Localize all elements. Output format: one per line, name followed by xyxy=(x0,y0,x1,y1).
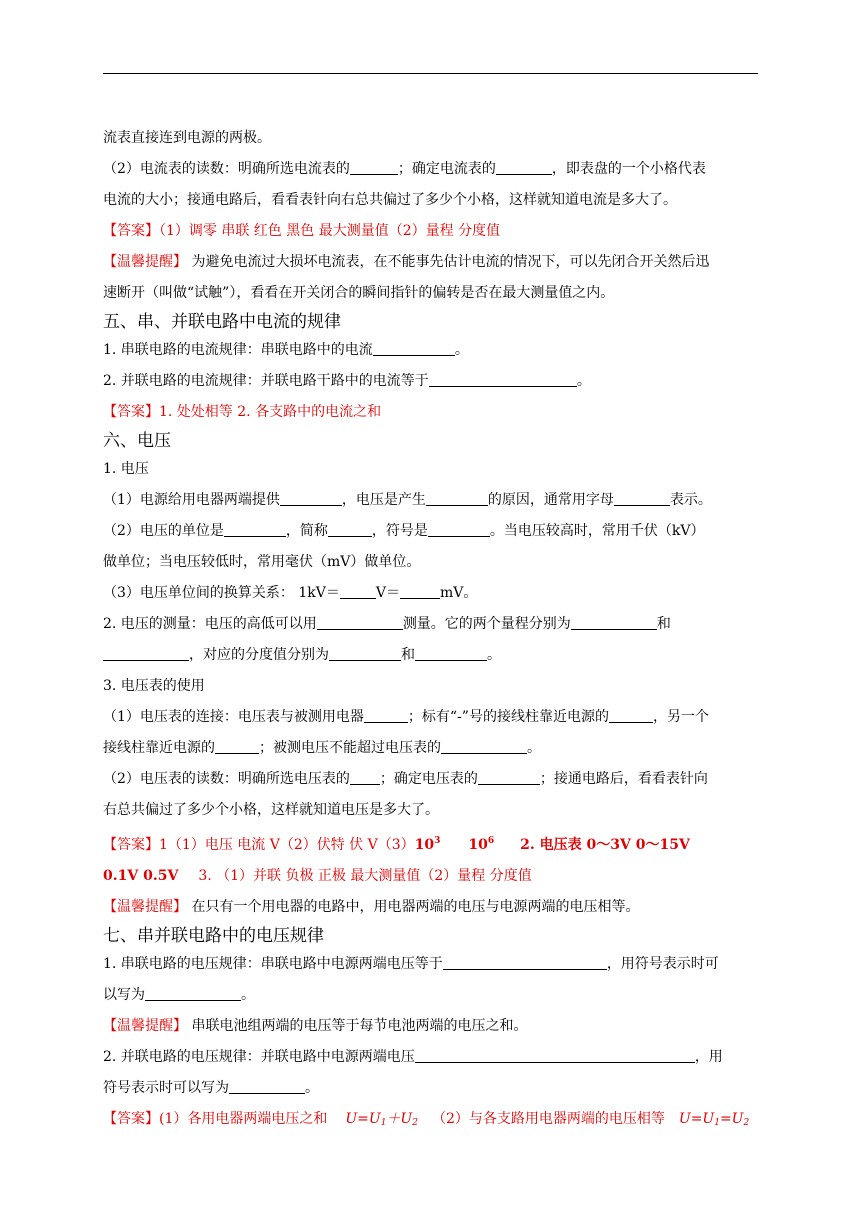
formula-parallel xyxy=(679,1111,749,1127)
paragraph-line xyxy=(103,552,758,572)
answer-text: 10 xyxy=(414,837,435,853)
formula-text: ＋U xyxy=(386,1111,413,1127)
text: ，另一个 xyxy=(652,709,709,725)
paragraph-line xyxy=(103,459,758,479)
paragraph-line xyxy=(103,583,758,603)
blank xyxy=(415,645,487,661)
text: （2）电压表的读数：明确所选电压表的 xyxy=(103,771,350,787)
answer-text: （1）调零 串联 红色 黑色 最大测量值（2）量程 分度值 xyxy=(159,223,501,239)
document-body xyxy=(103,128,758,1133)
text: 的原因，通常用字母 xyxy=(487,492,614,508)
text: 。 xyxy=(241,987,255,1003)
answer-line xyxy=(103,402,758,422)
text: 。当电压较高时，常用千伏（kV） xyxy=(489,523,705,539)
text: ，电压是产生 xyxy=(341,492,426,508)
text: V＝ xyxy=(375,585,400,601)
section-heading xyxy=(103,924,758,948)
text: ，简称 xyxy=(285,523,328,539)
section-heading xyxy=(103,310,758,334)
heading-text: 六、电压 xyxy=(103,431,171,451)
section-heading xyxy=(103,429,758,453)
blank xyxy=(329,645,401,661)
answer-label: 【答案】 xyxy=(103,223,159,239)
formula-subscript: 1 xyxy=(380,1118,387,1128)
blank xyxy=(103,645,189,661)
blank xyxy=(350,159,398,175)
text: 2. 并联电路的电流规律：并联电路干路中的电流等于 xyxy=(103,373,429,389)
paragraph-line xyxy=(103,340,758,360)
blank xyxy=(145,985,241,1001)
answer-superscript: 3 xyxy=(434,836,441,846)
blank xyxy=(443,954,607,970)
text: ；确定电流表的 xyxy=(397,161,496,177)
blank xyxy=(229,1078,305,1094)
text: 和 xyxy=(401,647,415,663)
text: （3）电压单位间的换算关系： 1kV＝ xyxy=(103,585,340,601)
tip-line xyxy=(103,897,758,917)
answer-line xyxy=(103,831,758,855)
answer-label: 【答案】 xyxy=(103,837,159,853)
blank xyxy=(364,707,408,723)
paragraph-line xyxy=(103,490,758,510)
blank xyxy=(429,371,577,387)
answer-text: （2）与各支路用电器两端的电压相等 xyxy=(431,1111,665,1127)
text: ；标有“-”号的接线柱靠近电源的 xyxy=(407,709,609,725)
answer-text: (1）各用电器两端电压之和 xyxy=(159,1111,328,1127)
blank xyxy=(614,490,670,506)
tip-text: 在只有一个用电器的电路中，用电器两端的电压与电源两端的电压相等。 xyxy=(187,899,640,915)
blank xyxy=(224,521,286,537)
text: 。 xyxy=(527,740,541,756)
text: ，符号是 xyxy=(371,523,428,539)
blank xyxy=(340,583,376,599)
tip-text: 为避免电流过大损坏电流表，在不能事先估计电流的情况下，可以先闭合开关然后迅 xyxy=(187,254,710,270)
blank xyxy=(280,490,342,506)
text: 符号表示时可以写为 xyxy=(103,1080,229,1096)
formula-text: U=U xyxy=(345,1111,381,1127)
paragraph-line xyxy=(103,707,758,727)
blank xyxy=(373,340,455,356)
formula-subscript: 2 xyxy=(412,1118,418,1128)
formula-text: =U xyxy=(719,1111,744,1127)
blank xyxy=(496,159,552,175)
answer-text: 10 xyxy=(468,837,488,853)
paragraph-line xyxy=(103,676,758,696)
text: （2）电压的单位是 xyxy=(103,523,224,539)
paragraph-line xyxy=(103,190,758,210)
text: 和 xyxy=(656,616,671,632)
tip-text: 串联电池组两端的电压等于每节电池两端的电压之和。 xyxy=(187,1018,528,1034)
text: 2. 电压的测量：电压的高低可以用 xyxy=(103,616,317,632)
formula-subscript: 1 xyxy=(714,1118,720,1128)
text: （1）电压表的连接：电压表与被测用电器 xyxy=(103,709,364,725)
paragraph-line xyxy=(103,645,758,665)
blank xyxy=(350,769,380,785)
blank xyxy=(428,521,490,537)
text: 。 xyxy=(305,1080,319,1096)
paragraph-line xyxy=(103,738,758,758)
text: 流表直接连到电源的两极。 xyxy=(103,130,271,146)
blank xyxy=(426,490,488,506)
text: 测量。它的两个量程分别为 xyxy=(402,616,571,632)
text: 3. 电压表的使用 xyxy=(103,678,205,694)
text: ；确定电压表的 xyxy=(379,771,478,787)
text: 右总共偏过了多少个小格，这样就知道电压是多大了。 xyxy=(103,802,439,818)
tip-line xyxy=(103,283,758,303)
text: 1. 串联电路的电流规律：串联电路中的电流 xyxy=(103,342,373,358)
blank xyxy=(400,583,440,599)
text: ；接通电路后，看看表针向 xyxy=(539,771,708,787)
text: ，用 xyxy=(694,1049,723,1065)
paragraph-line xyxy=(103,614,758,634)
heading-text: 七、串并联电路中的电压规律 xyxy=(103,926,324,946)
text: （1）电源给用电器两端提供 xyxy=(103,492,280,508)
formula-text: U=U xyxy=(678,1111,715,1127)
blank xyxy=(415,1047,695,1063)
text: 。 xyxy=(454,342,469,358)
paragraph-line xyxy=(103,985,758,1005)
text: ，用符号表示时可 xyxy=(606,956,719,972)
paragraph-line xyxy=(103,521,758,541)
paragraph-line xyxy=(103,128,758,148)
answer-text: 2. 电压表 0～3V 0～15V xyxy=(520,837,690,853)
text: 电流的大小；接通电路后，看看表针向右总共偏过了多少个小格，这样就知道电流是多大了。 xyxy=(103,192,677,208)
tip-line xyxy=(103,1016,758,1036)
answer-superscript: 6 xyxy=(487,836,495,846)
paragraph-line xyxy=(103,954,758,974)
answer-text: 1（1）电压 电流 V（2）伏特 伏 V（3） xyxy=(159,837,415,853)
tip-label: 【温馨提醒】 xyxy=(103,254,187,270)
paragraph-line xyxy=(103,769,758,789)
text: 以写为 xyxy=(103,987,145,1003)
paragraph-line xyxy=(103,159,758,179)
blank xyxy=(571,614,657,630)
tip-text: 速断开（叫做“试触”），看看在开关闭合的瞬间指针的偏转是否在最大测量值之内。 xyxy=(103,285,615,301)
blank xyxy=(215,738,259,754)
answer-text: 3. （1）并联 负极 正极 最大测量值（2）量程 分度值 xyxy=(198,868,532,884)
text: ，即表盘的一个小格代表 xyxy=(551,161,706,177)
answer-label: 【答案】 xyxy=(103,404,159,420)
text: 2. 并联电路的电压规律：并联电路中电源两端电压 xyxy=(103,1049,415,1065)
paragraph-line xyxy=(103,1078,758,1098)
header-rule xyxy=(103,73,758,74)
answer-line xyxy=(103,866,758,886)
text: （2）电流表的读数：明确所选电流表的 xyxy=(103,161,350,177)
text: 。 xyxy=(576,373,591,389)
answer-text: 0.1V 0.5V xyxy=(103,868,179,884)
paragraph-line xyxy=(103,1047,758,1067)
text: mV。 xyxy=(439,585,478,601)
heading-text: 五、串、并联电路中电流的规律 xyxy=(103,312,341,332)
paragraph-line xyxy=(103,800,758,820)
text: 做单位；当电压较低时，常用毫伏（mV）做单位。 xyxy=(103,554,421,570)
tip-line xyxy=(103,252,758,272)
text: 接线柱靠近电源的 xyxy=(103,740,215,756)
text: 1. 串联电路的电压规律：串联电路中电源两端电压等于 xyxy=(103,956,443,972)
text: ，对应的分度值分别为 xyxy=(189,647,329,663)
answer-text: 1. 处处相等 2. 各支路中的电流之和 xyxy=(159,404,382,420)
answer-line xyxy=(103,221,758,241)
blank xyxy=(441,738,527,754)
tip-label: 【温馨提醒】 xyxy=(103,1018,187,1034)
blank xyxy=(328,521,372,537)
text: 。 xyxy=(487,647,501,663)
blank xyxy=(478,769,540,785)
paragraph-line xyxy=(103,371,758,391)
tip-label: 【温馨提醒】 xyxy=(103,899,187,915)
text: ；被测电压不能超过电压表的 xyxy=(259,740,441,756)
blank xyxy=(317,614,403,630)
answer-label: 【答案】 xyxy=(103,1111,159,1127)
blank xyxy=(609,707,653,723)
formula-series xyxy=(345,1111,418,1127)
answer-line xyxy=(103,1109,758,1133)
formula-subscript: 2 xyxy=(743,1118,750,1128)
text: 1. 电压 xyxy=(103,461,149,477)
text: 表示。 xyxy=(669,492,712,508)
